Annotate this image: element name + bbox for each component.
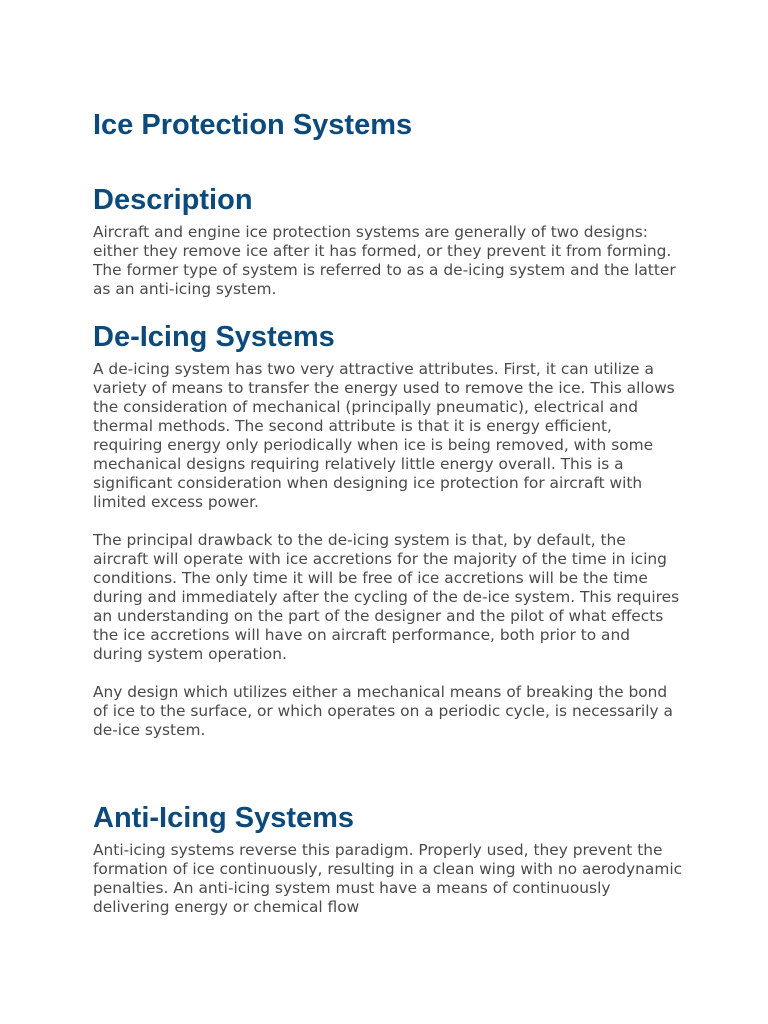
- section-paragraph: The principal drawback to the de-icing system is that, by default, the aircraft will operate with ice accretions for the majority of the time in icing conditions. The only time it will be free of ice accretions will be the time during and immediately after the cycling of the de-ice system. This requires an understanding on the part of the designer and the pilot of what effects the ice accretions will have on aircraft performance, both prior to and during system operation.: [93, 531, 680, 663]
- section-heading: De-Icing Systems: [93, 321, 335, 353]
- section-anti-icing-systems: [93, 800, 683, 917]
- section-de-icing-systems: [93, 319, 683, 740]
- section-paragraph: Anti-icing systems reverse this paradigm. Properly used, they prevent the formation of ice continuously, resulting in a clean wing with no aerodynamic penalties. An anti-icing system must have a means of continuously delivering energy or chemical flow: [93, 841, 683, 916]
- section-heading: Anti-Icing Systems: [93, 802, 355, 834]
- section-paragraph: Any design which utilizes either a mechanical means of breaking the bond of ice to the surface, or which operates on a periodic cycle, is necessarily a de-ice system.: [93, 683, 673, 739]
- section-description: [93, 182, 683, 299]
- section-paragraph: Aircraft and engine ice protection systems are generally of two designs: either they remove ice after it has formed, or they prevent it from forming. The former type of system is referred to as a de-icing system and the latter as an anti-icing system.: [93, 223, 676, 298]
- section-heading: Description: [93, 184, 253, 216]
- section-paragraph: A de-icing system has two very attractive attributes. First, it can utilize a variety of means to transfer the energy used to remove the ice. This allows the consideration of mechanical (principally pneumatic), electrical and thermal methods. The second attribute is that it is energy efficient, requiring energy only periodically when ice is being removed, with some mechanical designs requiring relatively little energy overall. This is a significant consideration when designing ice protection for aircraft with limited excess power.: [93, 360, 675, 511]
- document-title: Ice Protection Systems: [93, 109, 413, 141]
